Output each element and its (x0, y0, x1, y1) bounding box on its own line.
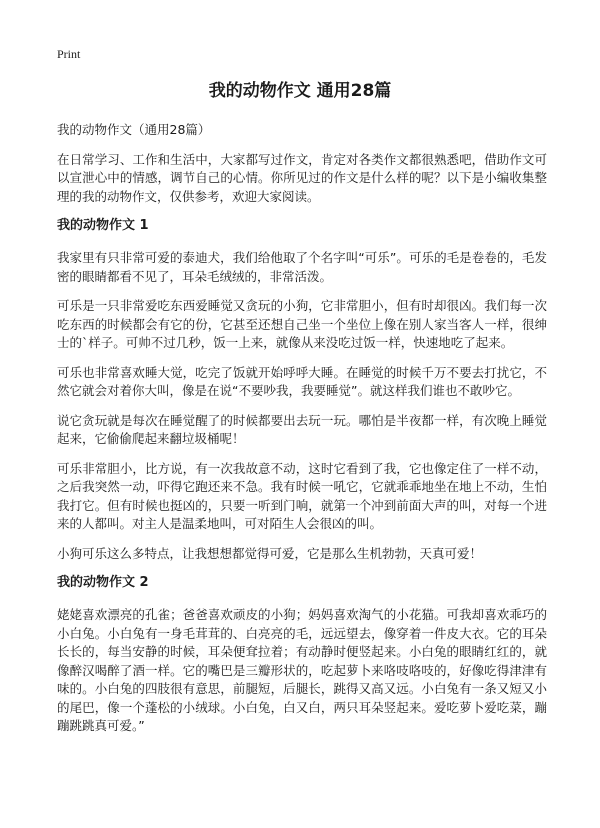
section-1-paragraph-2: 可乐是一只非常爱吃东西爱睡觉又贪玩的小狗，它非常胆小，但有时却很凶。我们每一次吃东西的时候都会有它的份，它甚至还想自己坐一个坐位上像在别人家当客人一样，很绅士的`样子。可帅不过几秒，饭一上来，就像从来没吃过饭一样，快速地吃了起来。 (57, 298, 547, 350)
document-subtitle: 我的动物作文（通用28篇） (57, 122, 211, 137)
section-1-paragraph-1: 我家里有只非常可爱的泰迪犬，我们给他取了个名字叫“可乐”。可乐的毛是卷卷的，毛发密的眼睛都看不见了，耳朵毛绒绒的，非常活泼。 (57, 250, 547, 284)
section-heading-1: 我的动物作文 1 (57, 218, 149, 233)
section-heading-2: 我的动物作文 2 (57, 575, 149, 590)
section-1-paragraph-5: 可乐非常胆小，比方说，有一次我故意不动，这时它看到了我，它也像定住了一样不动，之后我突然一动，吓得它跑还来不急。我有时候一吼它，它就乖乖地坐在地上不动，生怕我打它。但有时候也挺凶的，只要一听到门响，就第一个冲到前面大声的叫，对每一个进来的人都叫。对主人是温柔地叫，可对陌生人会很凶的叫。 (57, 460, 547, 531)
page-title: 我的动物作文 通用28篇 (208, 81, 392, 101)
section-1-paragraph-4: 说它贪玩就是每次在睡觉醒了的时候都要出去玩一玩。哪怕是半夜都一样，有次晚上睡觉起来，它偷偷爬起来翻垃圾桶呢！ (57, 412, 547, 446)
section-1-paragraph-6: 小狗可乐这么多特点，让我想想都觉得可爱，它是那么生机勃勃，天真可爱！ (57, 545, 483, 561)
section-1-paragraph-3: 可乐也非常喜欢睡大觉，吃完了饭就开始呼呼大睡。在睡觉的时候千万不要去打扰它，不然它就会对着你大叫，像是在说“不要吵我，我要睡觉”。就这样我们谁也不敢吵它。 (57, 364, 547, 398)
section-2-paragraph-1: 姥姥喜欢漂亮的孔雀；爸爸喜欢顽皮的小狗；妈妈喜欢淘气的小花猫。可我却喜欢乖巧的小白兔。小白兔有一身毛茸茸的、白亮亮的毛，远远望去，像穿着一件皮大衣。它的耳朵长长的，每当安静的时候，耳朵便耷拉着；有动静时便竖起来。小白兔的眼睛红红的，就像醉汉喝醉了酒一样。它的嘴巴是三瓣形状的，吃起萝卜来咯吱咯吱的，好像吃得津津有味的。小白兔的四肢很有意思，前腿短，后腿长，跳得又高又远。小白兔有一条又短又小的尾巴，像一个蓬松的小绒球。小白兔，白又白，两只耳朵竖起来。爱吃萝卜爱吃菜，蹦蹦跳跳真可爱。” (57, 607, 547, 733)
intro-paragraph: 在日常学习、工作和生活中，大家都写过作文，肯定对各类作文都很熟悉吧，借助作文可以宣泄心中的情感，调节自己的心情。你所见过的作文是什么样的呢？以下是小编收集整理的我的动物作文，仅供参考，欢迎大家阅读。 (57, 151, 547, 204)
document-body (57, 121, 547, 747)
print-link[interactable]: Print (57, 47, 81, 61)
